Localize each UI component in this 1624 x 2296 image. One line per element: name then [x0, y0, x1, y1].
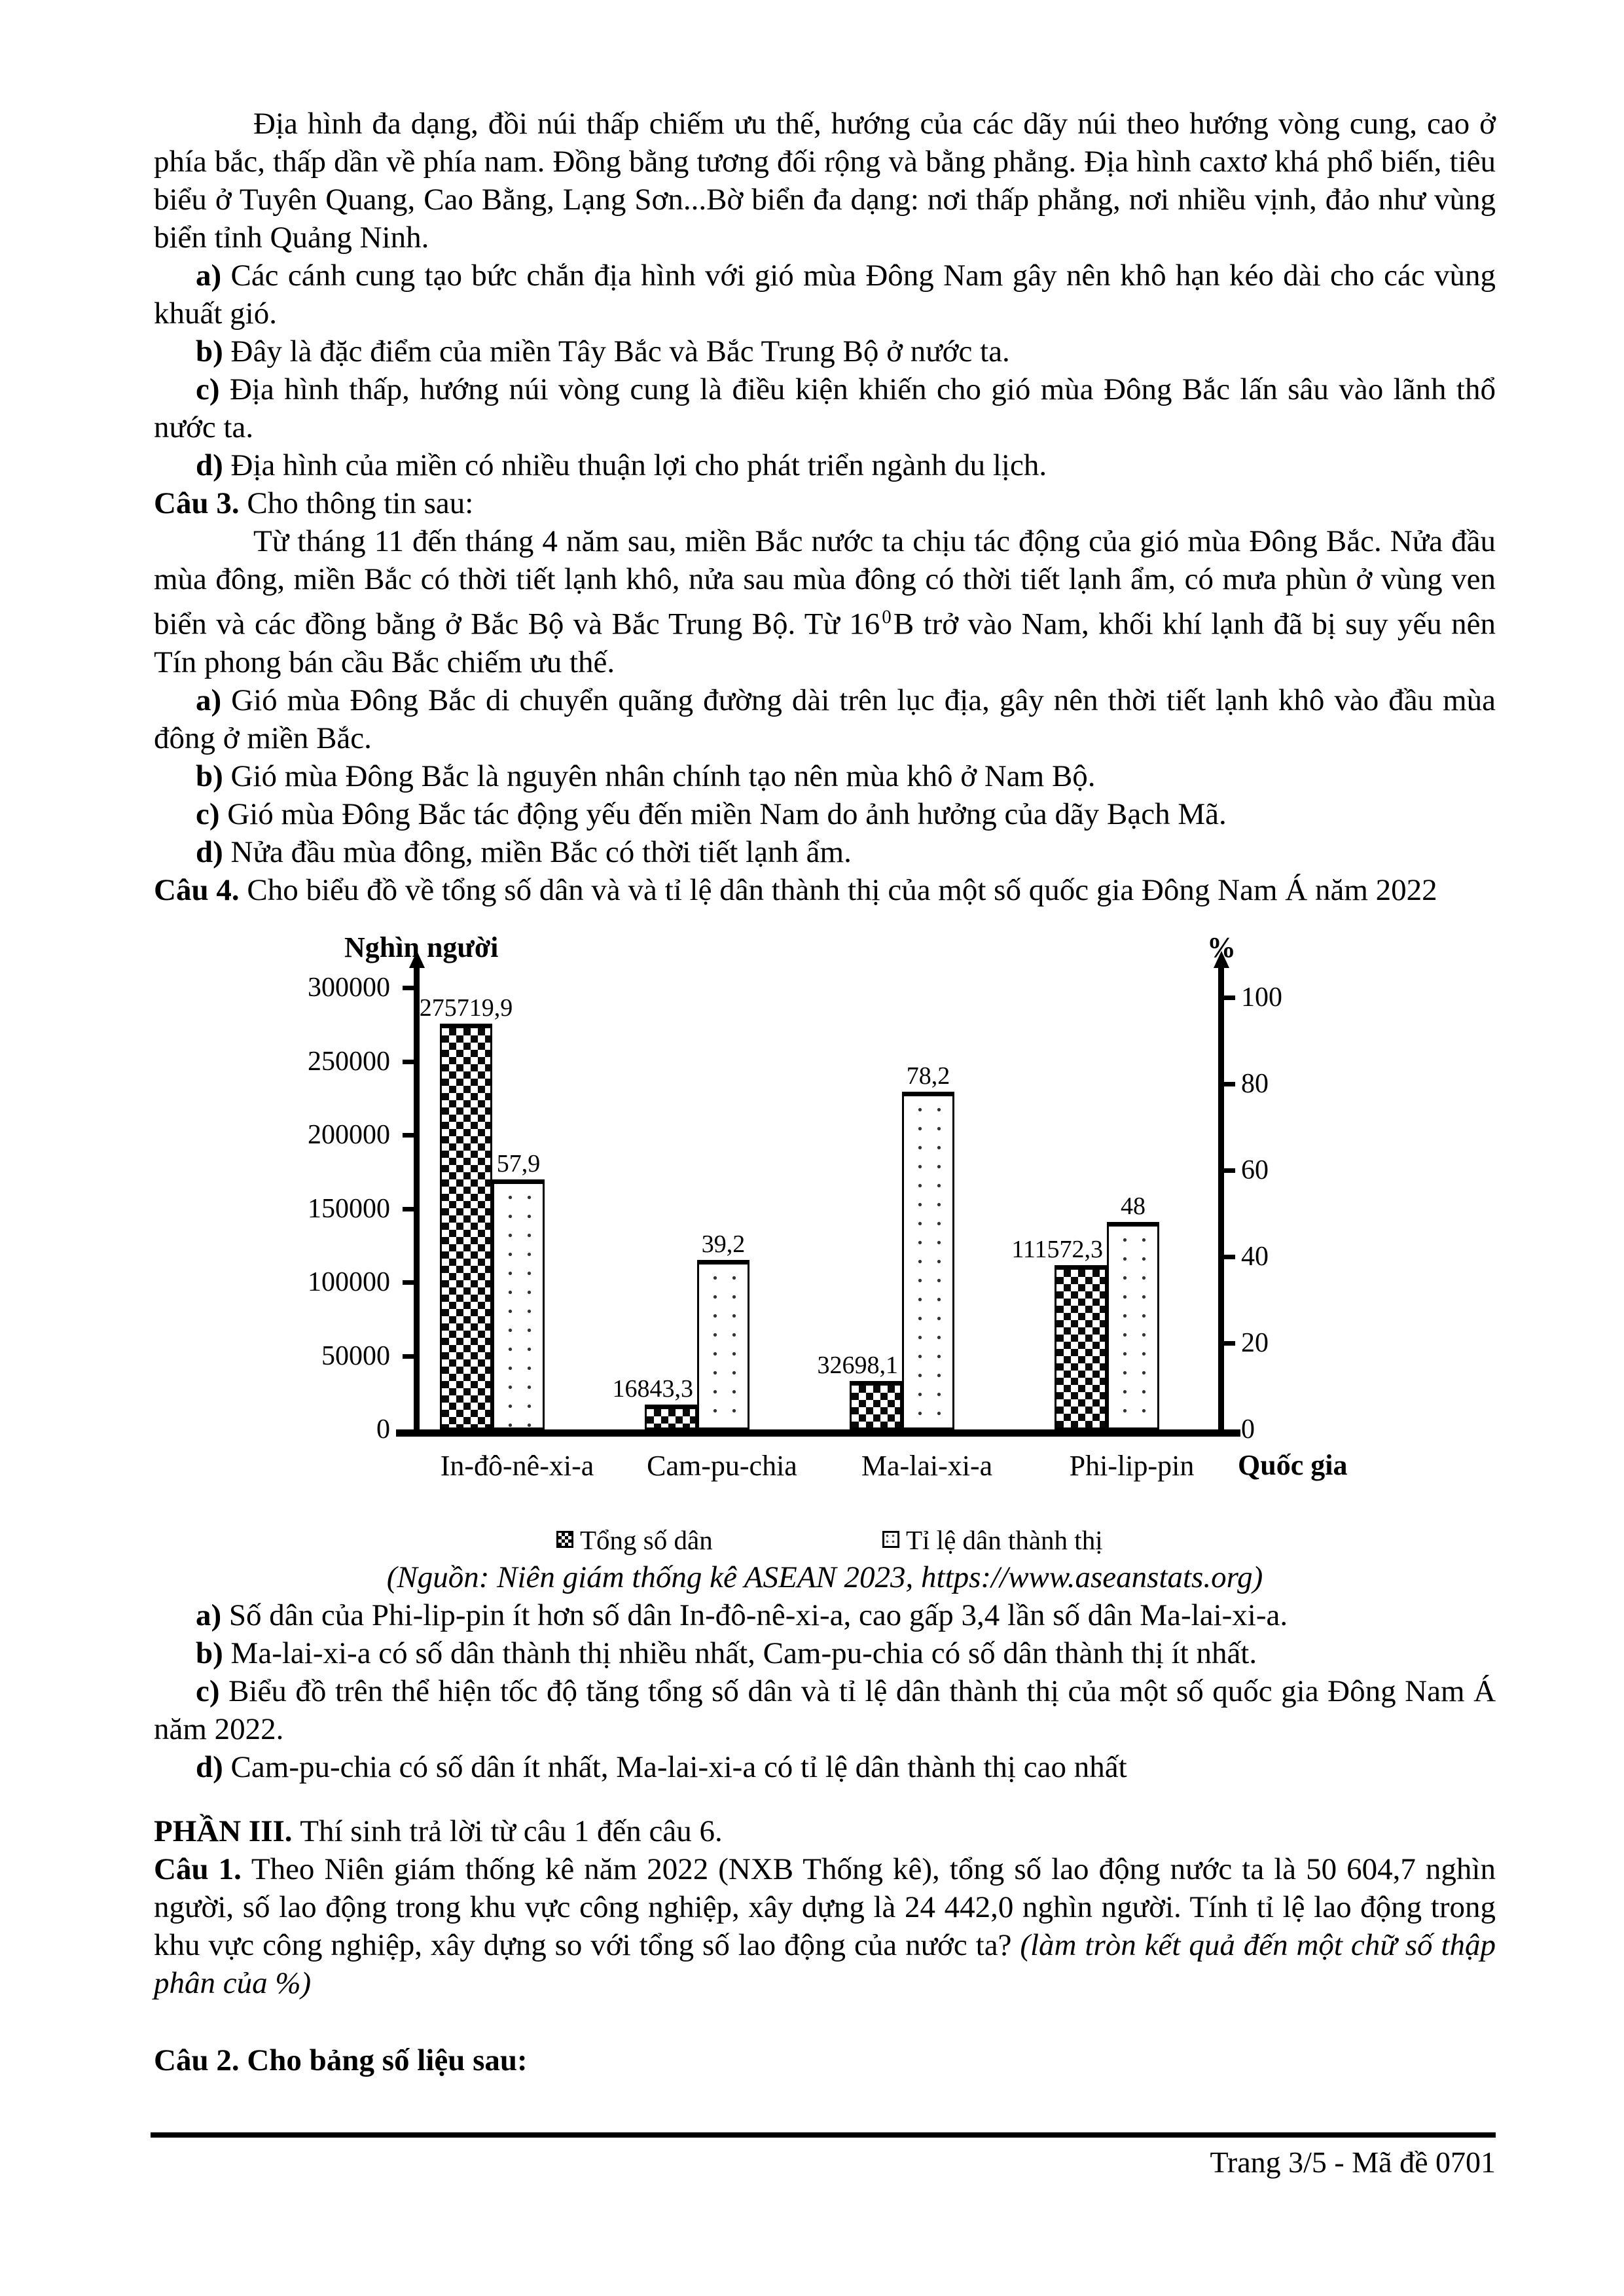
option-topo-d [154, 446, 1496, 484]
bar-value-label: 57,9 [496, 1149, 541, 1177]
option-text: Gió mùa Đông Bắc tác động yếu đến miền Nam do ảnh hưởng của dãy Bạch Mã. [227, 797, 1227, 831]
option-label: d) [196, 834, 231, 869]
right-axis-tick-label: 60 [1241, 1155, 1269, 1185]
degree-superscript: 0 [882, 607, 892, 628]
legend-label-urban-rate: Tỉ lệ dân thành thị [906, 1524, 1103, 1555]
page-footer [151, 2132, 1496, 2181]
left-axis-tick [403, 1354, 414, 1359]
bar [1055, 1265, 1107, 1429]
cau3-label: Câu 3. [154, 486, 247, 520]
left-axis-tick-label: 300000 [308, 972, 390, 1003]
page-number: Trang 3/5 - Mã đề 0701 [1210, 2145, 1496, 2179]
legend-label-population: Tổng số dân [580, 1524, 713, 1555]
legend-marker-checker-icon [556, 1531, 573, 1548]
cau4-heading [154, 871, 1496, 909]
bar-value-label: 32698,1 [817, 1351, 898, 1379]
option-text: Gió mùa Đông Bắc là nguyên nhân chính tạo nên mùa khô ở Nam Bộ. [230, 759, 1096, 793]
option-cau4-d [154, 1748, 1496, 1786]
option-label: d) [196, 448, 231, 482]
right-axis-tick-label: 100 [1241, 982, 1282, 1013]
option-label: c) [196, 372, 230, 406]
option-label: a) [196, 1598, 229, 1632]
option-label: b) [196, 1636, 231, 1670]
option-cau4-a [154, 1596, 1496, 1634]
right-axis-arrow-icon [1214, 951, 1229, 968]
phan3-text: Thí sinh trả lời từ câu 1 đến câu 6. [300, 1814, 723, 1848]
left-axis-tick-label: 150000 [308, 1193, 390, 1224]
x-axis [396, 1429, 1240, 1437]
right-axis-tick [1224, 996, 1235, 1000]
option-label: b) [196, 759, 231, 793]
right-axis-tick-label: 0 [1241, 1414, 1255, 1444]
option-text: Nửa đầu mùa đông, miền Bắc có thời tiết lạnh ẩm. [230, 834, 852, 869]
left-axis-title: Nghìn người [344, 931, 499, 963]
left-axis-tick [403, 1133, 414, 1138]
cau1-note: (làm tròn kết quả đến một chữ số thập phân của %) [154, 1928, 1496, 2000]
option-text: Địa hình thấp, hướng núi vòng cung là điều kiện khiến cho gió mùa Đông Bắc lấn sâu vào lãnh thổ nước ta. [154, 372, 1496, 444]
cau1-paragraph [154, 1850, 1496, 2002]
option-topo-a [154, 257, 1496, 332]
cau1-text: Theo Niên giám thống kê năm 2022 (NXB Thống kê), tổng số lao động nước ta là 50 604,7 nghìn người, số lao động trong khu vực công nghiệp, xây dựng là 24 442,0 nghìn người. Tính tỉ lệ lao động trong khu vực công nghiệp, xây dựng so với tổng số lao động của nước ta? [154, 1852, 1496, 1962]
x-category-label: Cam-pu-chia [647, 1449, 797, 1482]
option-cau4-c [154, 1672, 1496, 1748]
option-cau4-b [154, 1634, 1496, 1672]
cau3-heading [154, 484, 1496, 522]
option-label: b) [196, 334, 231, 368]
x-category-label: Ma-lai-xi-a [861, 1449, 993, 1482]
left-axis-tick [403, 1060, 414, 1064]
cau3-text-before: Từ tháng 11 đến tháng 4 năm sau, miền Bắc nước ta chịu tác động của gió mùa Đông Bắc. Nửa đầu mùa đông, miền Bắc có thời tiết lạnh khô, nửa sau mùa đông có thời tiết lạnh ẩm, có mưa phùn ở vùng ven biển và các đồng bằng ở Bắc Bộ và Bắc Trung Bộ. Từ 16 [154, 524, 1496, 641]
left-axis [414, 968, 420, 1429]
option-label: a) [196, 259, 231, 293]
cau3-text-after: B trở vào Nam, khối khí lạnh đã bị suy yếu nên Tín phong bán cầu Bắc chiếm ưu thế. [154, 607, 1496, 679]
legend-marker-dots-icon [882, 1531, 899, 1548]
left-axis-tick [403, 1207, 414, 1211]
right-axis-tick [1224, 1082, 1235, 1086]
bar [645, 1405, 697, 1429]
option-topo-c [154, 370, 1496, 446]
cau3-paragraph [154, 522, 1496, 681]
bar [850, 1381, 902, 1429]
left-axis-tick-label: 100000 [308, 1266, 390, 1297]
right-axis-tick-label: 40 [1241, 1241, 1269, 1272]
chart-source: (Nguồn: Niên giám thống kê ASEAN 2023, https://www.aseanstats.org) [386, 1560, 1263, 1594]
option-text: Ma-lai-xi-a có số dân thành thị nhiều nhất, Cam-pu-chia có số dân thành thị ít nhất. [230, 1636, 1257, 1670]
bar [697, 1260, 749, 1429]
option-text: Gió mùa Đông Bắc di chuyển quãng đường dài trên lục địa, gây nên thời tiết lạnh khô vào đầu mùa đông ở miền Bắc. [154, 683, 1496, 755]
right-axis-tick [1224, 1168, 1235, 1173]
option-text: Cam-pu-chia có số dân ít nhất, Ma-lai-xi-a có tỉ lệ dân thành thị cao nhất [230, 1749, 1127, 1784]
option-text: Địa hình của miền có nhiều thuận lợi cho phát triển ngành du lịch. [230, 448, 1047, 482]
right-axis-tick [1224, 1341, 1235, 1346]
x-category-label: Phi-lip-pin [1069, 1449, 1195, 1482]
phan3-heading [154, 1812, 1496, 1850]
left-axis-tick-label: 50000 [321, 1340, 390, 1371]
cau4-label: Câu 4. [154, 872, 247, 907]
left-axis-tick [403, 1280, 414, 1285]
bar-value-label: 78,2 [906, 1062, 950, 1090]
bar-value-label: 16843,3 [612, 1374, 693, 1403]
right-axis-title: % [1207, 931, 1236, 963]
bar [440, 1024, 492, 1429]
x-category-label: In-đô-nê-xi-a [440, 1449, 594, 1482]
right-axis-tick-label: 20 [1241, 1327, 1269, 1358]
option-cau3-c [154, 795, 1496, 833]
option-label: a) [196, 683, 232, 717]
option-cau3-b [154, 757, 1496, 795]
option-cau3-a [154, 681, 1496, 757]
footer-divider [151, 2132, 1496, 2138]
left-axis-arrow-icon [409, 951, 425, 968]
cau2-heading: Câu 2. Cho bảng số liệu sau: [154, 2043, 528, 2077]
population-urban-rate-bar-chart [154, 909, 1496, 1558]
option-text: Biểu đồ trên thể hiện tốc độ tăng tổng số dân và tỉ lệ dân thành thị của một số quốc gia Đông Nam Á năm 2022. [154, 1674, 1496, 1746]
bar-value-label: 39,2 [701, 1230, 746, 1258]
option-label: c) [196, 1674, 229, 1708]
left-axis-tick-label: 0 [376, 1414, 390, 1444]
x-axis-title: Quốc gia [1238, 1448, 1348, 1481]
right-axis-tick [1224, 1255, 1235, 1259]
bar-value-label: 275719,9 [419, 994, 513, 1022]
bar-value-label: 48 [1121, 1192, 1146, 1220]
option-topo-b [154, 332, 1496, 370]
option-text: Số dân của Phi-lip-pin ít hơn số dân In-đô-nê-xi-a, cao gấp 3,4 lần số dân Ma-lai-xi-a. [228, 1598, 1288, 1632]
cau1-label: Câu 1. [154, 1852, 251, 1886]
option-cau3-d [154, 833, 1496, 871]
left-axis-tick-label: 250000 [308, 1046, 390, 1077]
cau3-intro: Cho thông tin sau: [247, 486, 474, 520]
bar [1107, 1222, 1159, 1429]
option-text: Các cánh cung tạo bức chắn địa hình với gió mùa Đông Nam gây nên khô hạn kéo dài cho các vùng khuất gió. [154, 259, 1496, 331]
option-label: c) [196, 797, 228, 831]
option-text: Đây là đặc điểm của miền Tây Bắc và Bắc Trung Bộ ở nước ta. [230, 334, 1010, 368]
left-axis-tick [403, 986, 414, 990]
bar-value-label: 111572,3 [1011, 1235, 1103, 1263]
cau4-intro: Cho biểu đồ về tổng số dân và và tỉ lệ dân thành thị của một số quốc gia Đông Nam Á năm 2022 [247, 872, 1437, 907]
left-axis-tick-label: 200000 [308, 1119, 390, 1150]
option-label: d) [196, 1749, 231, 1784]
right-axis-tick-label: 80 [1241, 1068, 1269, 1099]
paragraph-topography: Địa hình đa dạng, đồi núi thấp chiếm ưu thế, hướng của các dãy núi theo hướng vòng cung, cao ở phía bắc, thấp dần về phía nam. Đồng bằng tương đối rộng và bằng phẳng. Địa hình caxtơ khá phổ biến, tiêu biểu ở Tuyên Quang, Cao Bằng, Lạng Sơn...Bờ biển đa dạng: nơi thấp phẳng, nơi nhiều vịnh, đảo như vùng biển tỉnh Quảng Ninh. [154, 107, 1496, 255]
phan3-label: PHẦN III. [154, 1814, 300, 1848]
